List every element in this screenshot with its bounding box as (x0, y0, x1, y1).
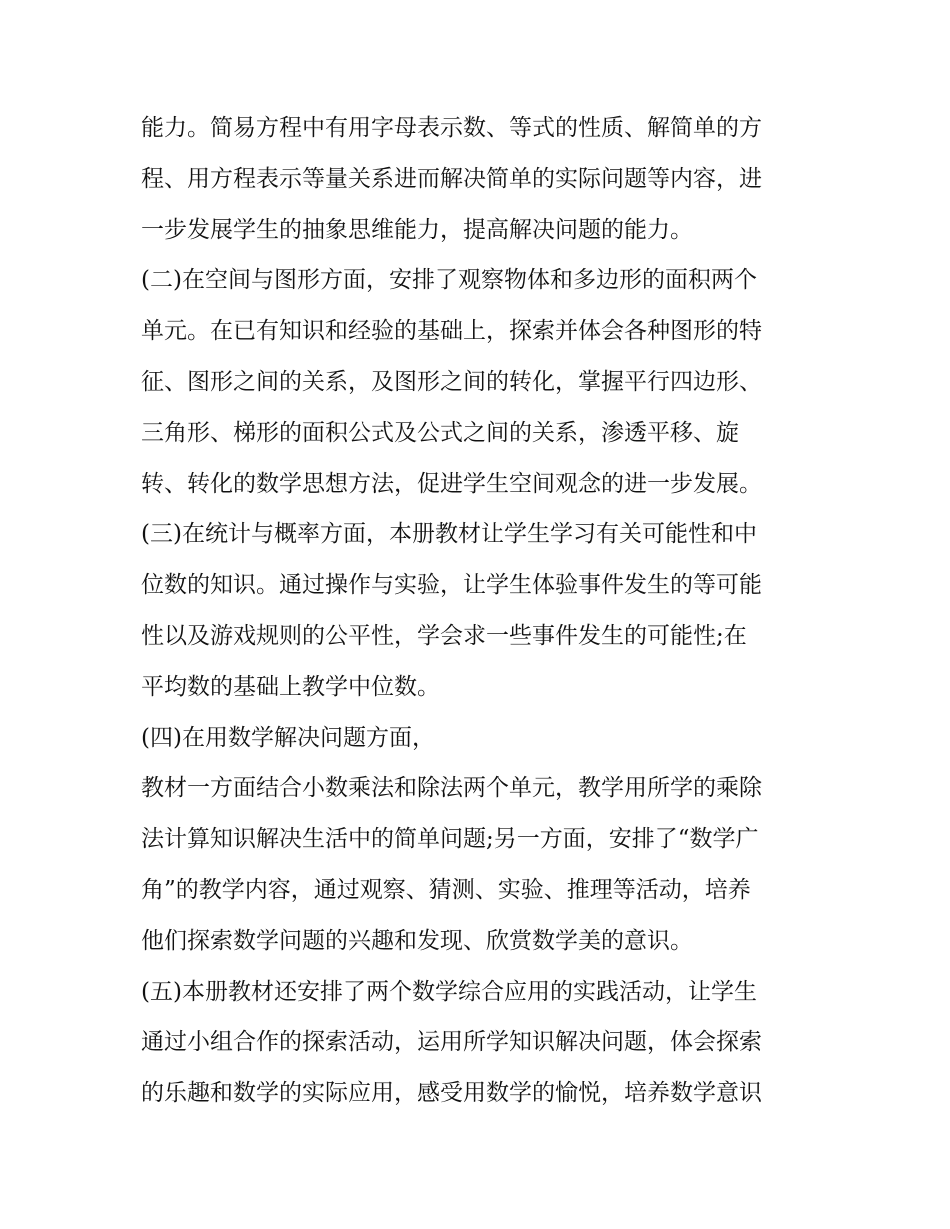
text-line: 能力。简易方程中有用字母表示数、等式的性质、解简单的方 (141, 115, 762, 141)
text-line: (二)在空间与图形方面，安排了观察物体和多边形的面积两个 (141, 267, 757, 294)
text-line: 三角形、梯形的面积公式及公式之间的关系，渗透平移、旋 (141, 419, 739, 446)
text-line: 角”的教学内容，通过观察、猜测、实验、推理等活动，培养 (141, 876, 751, 903)
text-line: 法计算知识解决生活中的简单问题;另一方面，安排了“数学广 (141, 826, 759, 853)
text-line: (四)在用数学解决问题方面， (141, 724, 435, 751)
text-line: 一步发展学生的抽象思维能力，提高解决问题的能力。 (141, 216, 693, 243)
text-line: 性以及游戏规则的公平性，学会求一些事件发生的可能性;在 (141, 622, 747, 649)
body-text (141, 103, 821, 1119)
text-line: 平均数的基础上教学中位数。 (141, 673, 440, 700)
text-line: 转、转化的数学思想方法，促进学生空间观念的进一步发展。 (141, 470, 762, 497)
text-line: (五)本册教材还安排了两个数学综合应用的实践活动，让学生 (141, 978, 757, 1005)
text-line: 他们探索数学问题的兴趣和发现、欣赏数学美的意识。 (141, 927, 693, 954)
text-line: 的乐趣和数学的实际应用，感受用数学的愉悦，培养数学意识 (141, 1080, 762, 1107)
text-line: 位数的知识。通过操作与实验，让学生体验事件发生的等可能 (141, 572, 762, 599)
text-line: 单元。在已有知识和经验的基础上，探索并体会各种图形的特 (141, 318, 762, 345)
text-line: (三)在统计与概率方面，本册教材让学生学习有关可能性和中 (141, 521, 757, 548)
text-line: 征、图形之间的关系，及图形之间的转化，掌握平行四边形、 (141, 368, 762, 395)
text-line: 教材一方面结合小数乘法和除法两个单元，教学用所学的乘除 (141, 775, 762, 802)
text-line: 通过小组合作的探索活动，运用所学知识解决问题，体会探索 (141, 1029, 762, 1056)
text-line: 程、用方程表示等量关系进而解决简单的实际问题等内容，进 (141, 165, 762, 192)
